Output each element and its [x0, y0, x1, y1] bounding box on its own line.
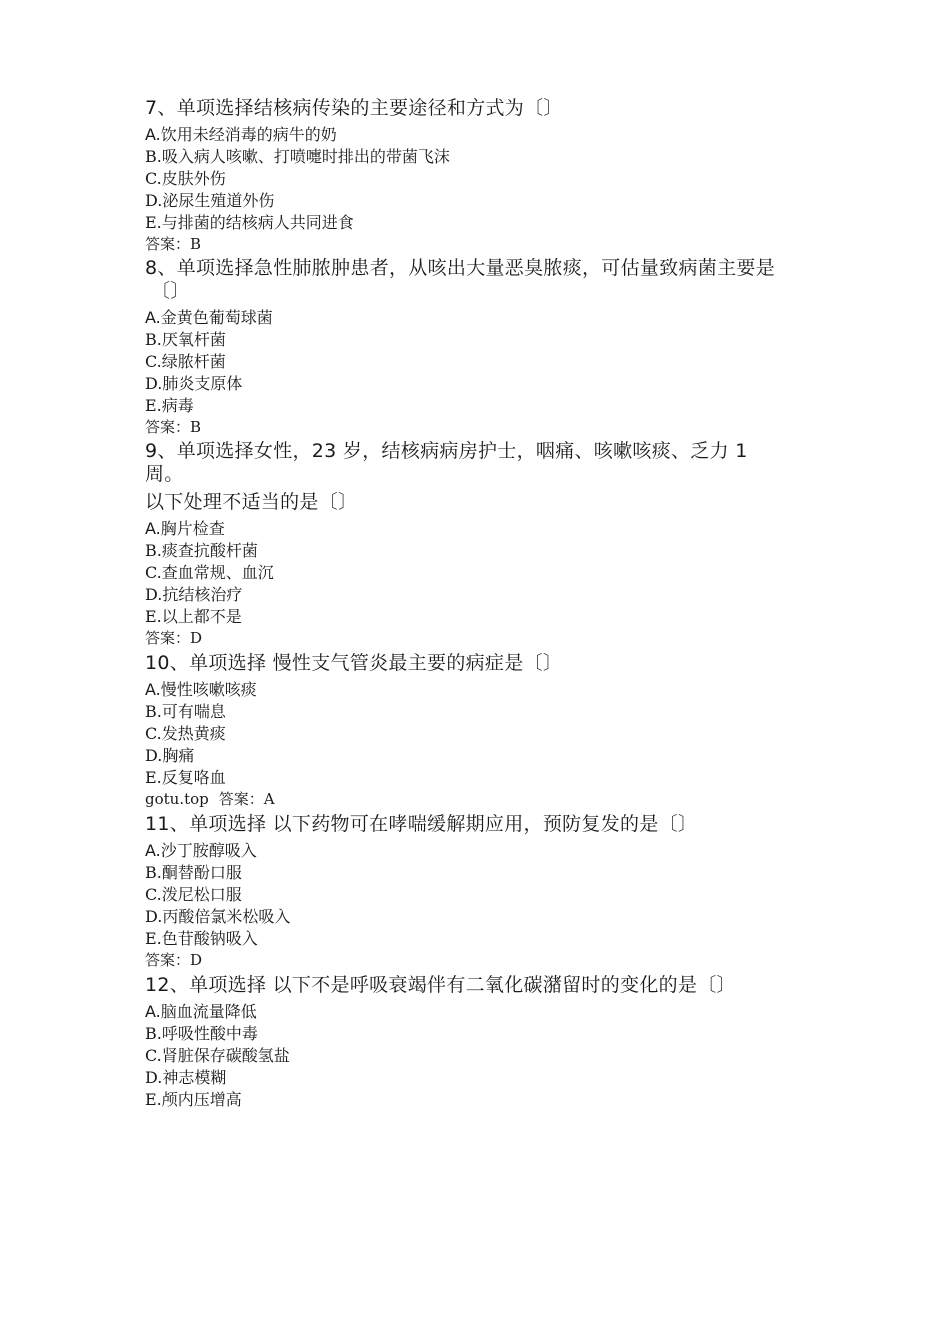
option-c: C.泼尼松口服 — [145, 885, 242, 904]
answer: 答案：B — [145, 235, 202, 253]
question-title-line2: 周。 — [145, 463, 184, 485]
option-b: B.吸入病人咳嗽、打喷嚏时排出的带菌飞沫 — [145, 147, 450, 166]
question-title: 7、单项选择结核病传染的主要途径和方式为〔〕 — [145, 97, 563, 119]
option-c: C.发热黄痰 — [145, 724, 226, 743]
answer: 答案：D — [145, 629, 203, 647]
answer-source-link[interactable]: gotu.top — [145, 790, 209, 808]
option-a: A.脑血流量降低 — [145, 1002, 257, 1021]
option-d: D.神志模糊 — [145, 1068, 227, 1087]
option-d: D.泌尿生殖道外伤 — [145, 191, 275, 210]
question-title: 11、单项选择 以下药物可在哮喘缓解期应用，预防复发的是〔〕 — [145, 813, 698, 835]
option-a: A.胸片检查 — [145, 519, 225, 538]
option-b: B.痰查抗酸杆菌 — [145, 541, 258, 560]
option-d: D.丙酸倍氯米松吸入 — [145, 907, 291, 926]
option-d: D.胸痛 — [145, 746, 195, 765]
option-c: C.绿脓杆菌 — [145, 352, 226, 371]
question-title: 10、单项选择 慢性支气管炎最主要的病症是〔〕 — [145, 652, 563, 674]
question-10 — [145, 651, 840, 809]
question-11 — [145, 812, 840, 970]
answer: 答案：B — [145, 418, 202, 436]
option-d: D.肺炎支原体 — [145, 374, 243, 393]
question-title-line1: 9、单项选择女性，23 岁，结核病病房护士，咽痛、咳嗽咳痰、乏力 1 — [145, 440, 748, 462]
option-c: C.肾脏保存碳酸氢盐 — [145, 1046, 290, 1065]
option-b: B.可有喘息 — [145, 702, 226, 721]
option-e: E.与排菌的结核病人共同进食 — [145, 213, 354, 232]
question-title — [145, 257, 840, 303]
option-e: E.病毒 — [145, 396, 194, 415]
question-title — [145, 440, 840, 486]
question-12 — [145, 973, 840, 1111]
option-b: B.厌氧杆菌 — [145, 330, 226, 349]
option-d: D.抗结核治疗 — [145, 585, 243, 604]
question-prompt: 以下处理不适当的是〔〕 — [145, 491, 358, 513]
question-title-line1: 8、单项选择急性肺脓肿患者，从咳出大量恶臭脓痰，可估量致病菌主要是 — [145, 257, 775, 279]
answer — [145, 789, 840, 809]
option-a: A.饮用未经消毒的病牛的奶 — [145, 125, 337, 144]
answer-text: 答案：A — [218, 790, 275, 808]
question-7 — [145, 96, 840, 254]
option-a: A.慢性咳嗽咳痰 — [145, 680, 257, 699]
option-b: B.酮替酚口服 — [145, 863, 242, 882]
option-e: E.色苷酸钠吸入 — [145, 929, 258, 948]
question-title: 12、单项选择 以下不是呼吸衰竭伴有二氧化碳潴留时的变化的是〔〕 — [145, 974, 736, 996]
question-title-line2: 〔〕 — [151, 280, 190, 302]
option-a: A.金黄色葡萄球菌 — [145, 308, 273, 327]
option-b: B.呼吸性酸中毒 — [145, 1024, 258, 1043]
answer: 答案：D — [145, 951, 203, 969]
option-c: C.皮肤外伤 — [145, 169, 226, 188]
question-9 — [145, 440, 840, 648]
option-c: C.查血常规、血沉 — [145, 563, 274, 582]
question-8 — [145, 257, 840, 437]
option-e: E.颅内压增高 — [145, 1090, 242, 1109]
option-e: E.反复咯血 — [145, 768, 226, 787]
document-page — [145, 96, 840, 1111]
option-a: A.沙丁胺醇吸入 — [145, 841, 257, 860]
option-e: E.以上都不是 — [145, 607, 242, 626]
